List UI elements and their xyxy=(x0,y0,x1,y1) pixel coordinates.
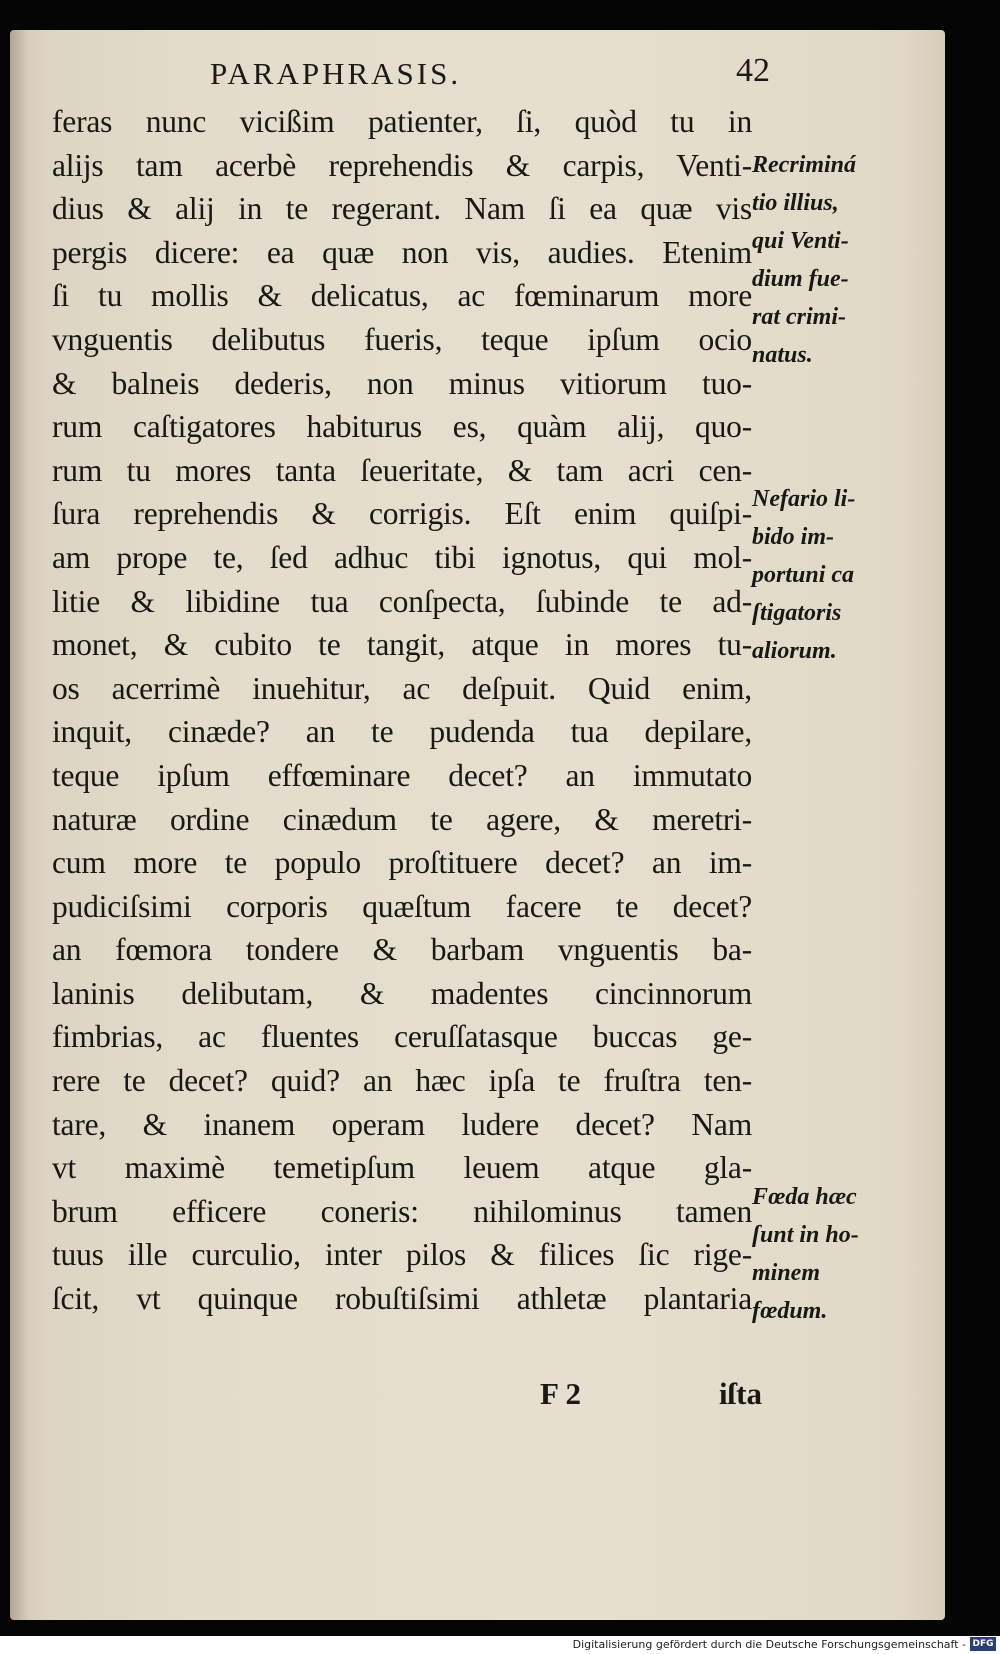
margin-note-line: bido im- xyxy=(752,524,834,550)
text-line: os acerrimè inuehitur, ac deſpuit. Quid enim, xyxy=(52,670,752,706)
main-text-block xyxy=(52,100,752,1321)
text-line: brum efficere coneris: nihilominus tamen xyxy=(52,1193,752,1229)
text-line: vnguentis delibutus fueris, teque ipſum ocio xyxy=(52,321,752,357)
book-page xyxy=(10,30,945,1620)
footer-bar xyxy=(0,1636,1000,1654)
funding-credit: Digitalisierung gefördert durch die Deutsche Forschungsgemeinschaft - xyxy=(572,1638,966,1651)
margin-note-foeda xyxy=(752,1178,937,1330)
text-line: laninis delibutam, & madentes cincinnorum xyxy=(52,975,752,1011)
text-line: naturæ ordine cinædum te agere, & meretri- xyxy=(52,801,752,837)
margin-note-line: Recriminá xyxy=(752,152,857,178)
running-head: PARAPHRASIS. xyxy=(210,56,462,91)
margin-note-line: portuni ca xyxy=(752,562,855,588)
margin-note-line: natus. xyxy=(752,342,813,368)
text-line: inquit, cinæde? an te pudenda tua depilare, xyxy=(52,714,752,750)
text-line: rum tu mores tanta ſeueritate, & tam acri cen- xyxy=(52,452,752,488)
text-line: cum more te populo proſtituere decet? an im- xyxy=(52,845,752,881)
margin-note-line: minem xyxy=(752,1260,821,1286)
signature-mark: F 2 xyxy=(540,1376,582,1411)
page-header xyxy=(210,52,770,106)
catchword: iſta xyxy=(718,1376,762,1411)
text-line: ſcit, vt quinque robuſtiſsimi athletæ plantaria xyxy=(52,1281,752,1317)
margin-note-line: fœdum. xyxy=(752,1298,828,1324)
margin-note-nefario xyxy=(752,480,937,670)
text-line: tuus ille curculio, inter pilos & filices ſic rige- xyxy=(52,1237,752,1273)
margin-note-line: Fœda hæc xyxy=(752,1184,857,1210)
margin-note-line: rat crimi- xyxy=(752,304,846,330)
text-line: teque ipſum effœminare decet? an immutato xyxy=(52,757,752,793)
page-number: 42 xyxy=(736,52,770,89)
margin-note-line: aliorum. xyxy=(752,638,837,664)
text-line: rum caſtigatores habiturus es, quàm alij, quo- xyxy=(52,409,752,445)
dfg-logo: DFG xyxy=(970,1637,996,1651)
margin-note-line: Nefario li- xyxy=(752,486,856,512)
text-line: pudiciſsimi corporis quæſtum facere te decet? xyxy=(52,888,752,924)
text-line: am prope te, ſed adhuc tibi ignotus, qui mol- xyxy=(52,539,752,575)
text-line: fimbrias, ac fluentes ceruſſatasque buccas ge- xyxy=(52,1019,752,1055)
text-line: & balneis dederis, non minus vitiorum tuo- xyxy=(52,365,752,401)
text-line: ſi tu mollis & delicatus, ac fœminarum more xyxy=(52,278,752,314)
margin-note-line: ſtigatoris xyxy=(752,600,842,626)
text-line: dius & alij in te regerant. Nam ſi ea quæ vis xyxy=(52,191,752,227)
text-line: an fœmora tondere & barbam vnguentis ba- xyxy=(52,932,752,968)
text-line: monet, & cubito te tangit, atque in mores tu- xyxy=(52,627,752,663)
text-line: vt maximè temetipſum leuem atque gla- xyxy=(52,1150,752,1186)
text-line: alijs tam acerbè reprehendis & carpis, Venti- xyxy=(52,147,752,183)
text-line: feras nunc vicißim patienter, ſi, quòd tu in xyxy=(52,104,752,139)
text-line: rere te decet? quid? an hæc ipſa te fruſtra ten- xyxy=(52,1063,752,1099)
margin-note-line: dium fue- xyxy=(752,266,849,292)
margin-note-line: tio illius, xyxy=(752,190,839,216)
text-line: litie & libidine tua conſpecta, ſubinde te ad- xyxy=(52,583,752,619)
text-line: pergis dicere: ea quæ non vis, audies. Etenim xyxy=(52,234,752,270)
text-line: ſura reprehendis & corrigis. Eſt enim quiſpi- xyxy=(52,496,752,532)
margin-note-recriminatio xyxy=(752,146,937,374)
margin-note-line: ſunt in ho- xyxy=(752,1222,859,1248)
text-line: tare, & inanem operam ludere decet? Nam xyxy=(52,1106,752,1142)
margin-note-line: qui Venti- xyxy=(752,228,849,254)
